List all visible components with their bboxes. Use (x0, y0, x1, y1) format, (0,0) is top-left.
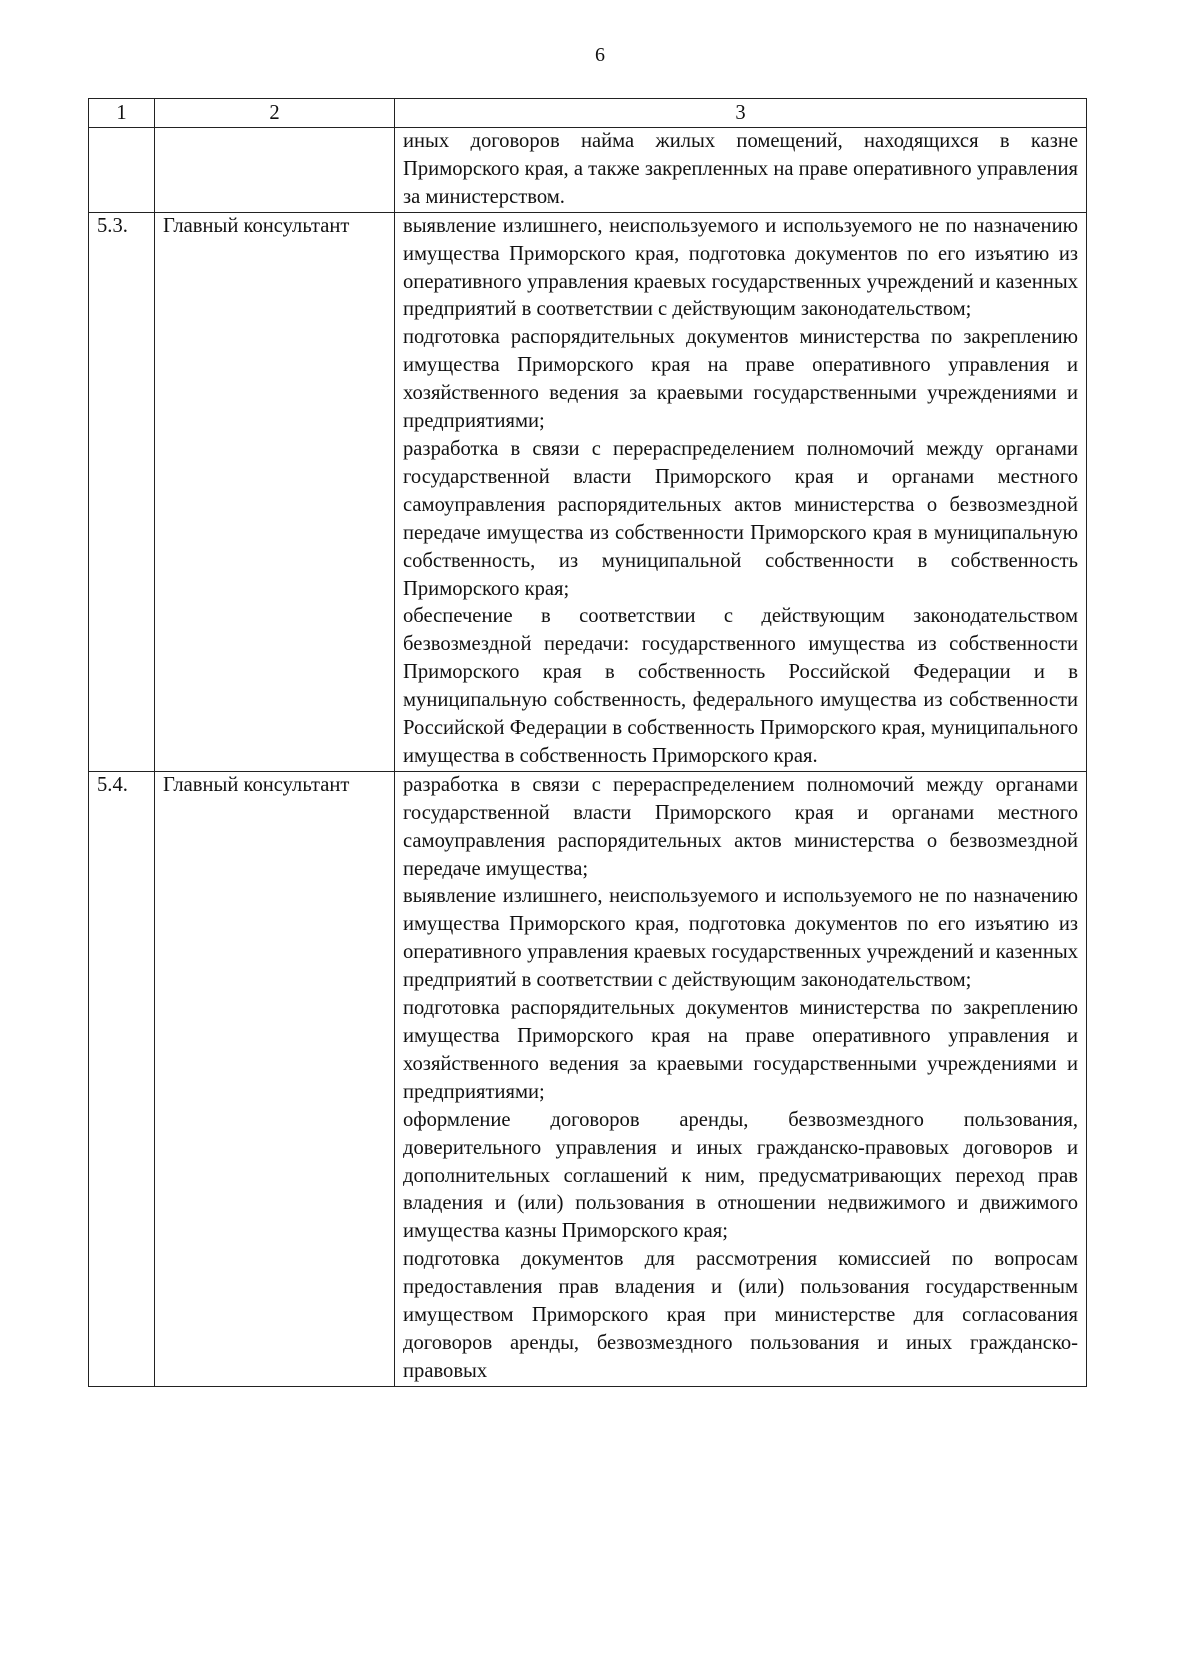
duty-item: подготовка распорядительных документов министерства по закреплению имущества Приморского края на праве оперативного управления и хозяйственного ведения за краевыми государственными учреждениями и предприятиями; (403, 997, 1078, 1103)
duty-item: разработка в связи с перераспределением полномочий между органами государственной власти Приморского края и органами местного самоуправления распорядительных актов министерства о безвозмездной передаче имущества из собственности Приморского края в муниципальную собственность, из муниципальной собственности в собственность Приморского края; (403, 437, 1078, 600)
table-header-row (89, 99, 1087, 128)
row-number (89, 128, 155, 213)
duty-item: обеспечение в соответствии с действующим законодательством безвозмездной передачи: государственного имущества из собственности Приморского края в собственность Российской Федерации и в муниципальную собственность, федерального имущества из собственности Российской Федерации в собственность Приморского края, муниципального имущества в собственность Приморского края. (403, 605, 1078, 767)
table-row (89, 771, 1087, 1386)
duties-cell (395, 128, 1087, 213)
duty-item: выявление излишнего, неиспользуемого и используемого не по назначению имущества Приморского края, подготовка документов по его изъятию из оперативного управления краевых государственных учреждений и казенных предприятий в соответствии с действующим законодательством; (403, 885, 1078, 992)
duties-cell (395, 771, 1087, 1386)
column-header-3: 3 (395, 99, 1087, 128)
duties-cell (395, 212, 1087, 771)
duty-item: подготовка документов для рассмотрения комиссией по вопросам предоставления прав владения и (или) пользования государственным имуществом Приморского края при министерстве для согласования договоров аренды, безвозмездного пользования и иных гражданско-правовых (403, 1248, 1078, 1382)
duty-item: разработка в связи с перераспределением полномочий между органами государственной власти Приморского края и органами местного самоуправления распорядительных актов министерства о безвозмездной передаче имущества; (403, 773, 1078, 880)
duty-item: оформление договоров аренды, безвозмездного пользования, доверительного управления и иных гражданско-правовых договоров и дополнительных соглашений к ним, предусматривающих переход прав владения и (или) пользования в отношении недвижимого и движимого имущества казны Приморского края; (403, 1108, 1078, 1243)
position-title: Главный консультант (155, 771, 395, 1386)
row-number: 5.4. (89, 771, 155, 1386)
row-number: 5.3. (89, 212, 155, 771)
column-header-2: 2 (155, 99, 395, 128)
page-number: 6 (595, 44, 605, 66)
position-title: Главный консультант (155, 212, 395, 771)
duty-item: выявление излишнего, неиспользуемого и используемого не по назначению имущества Приморского края, подготовка документов по его изъятию из оперативного управления краевых государственных учреждений и казенных предприятий в соответствии с действующим законодательством; (403, 214, 1078, 321)
position-title (155, 128, 395, 213)
duties-table (88, 98, 1087, 1387)
table-row (89, 128, 1087, 213)
column-header-1: 1 (89, 99, 155, 128)
duty-item: подготовка распорядительных документов министерства по закреплению имущества Приморского края на праве оперативного управления и хозяйственного ведения за краевыми государственными учреждениями и предприятиями; (403, 326, 1078, 433)
duty-item: иных договоров найма жилых помещений, находящихся в казне Приморского края, а также закрепленных на праве оперативного управления за министерством. (403, 130, 1078, 208)
table-row (89, 212, 1087, 771)
